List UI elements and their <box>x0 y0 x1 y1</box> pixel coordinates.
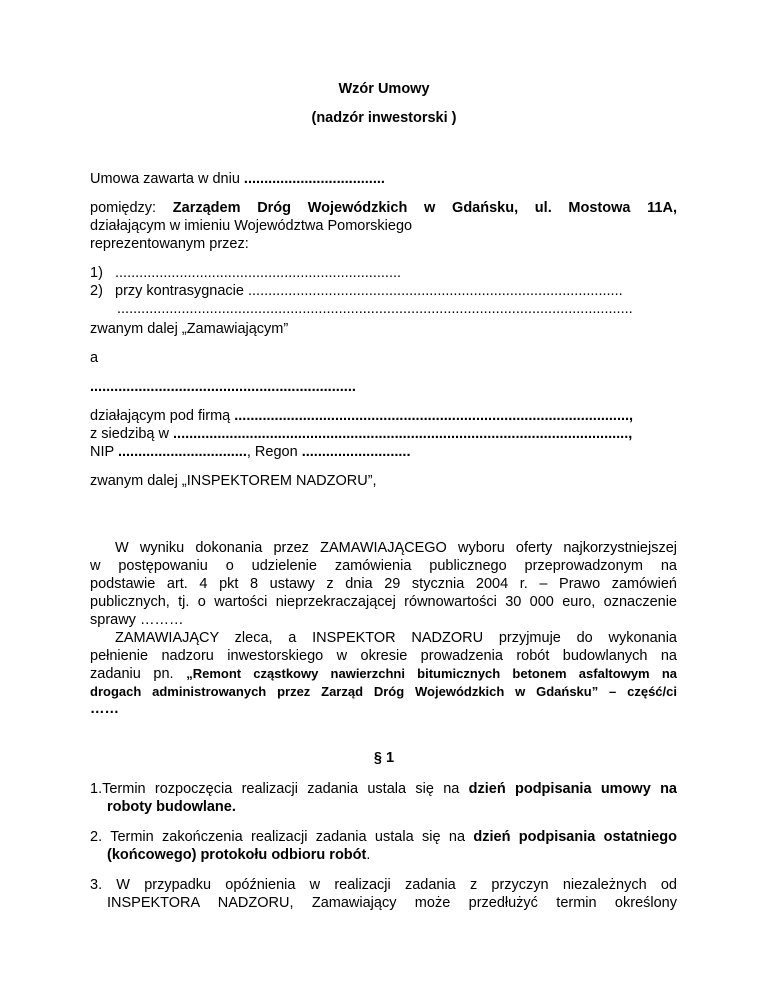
para1-line2: w postępowaniu o udzielenie zamówienia publicznego przeprowadzonym na <box>90 558 677 574</box>
nip-regon-line: NIP ................................, Regon ........................... <box>90 444 411 460</box>
contract-date-line: Umowa zawarta w dniu ................................... <box>90 171 385 187</box>
point2-line2: (końcowego) protokołu odbioru robót. <box>107 847 371 863</box>
firm-line: działającym pod firmą .................................................................................................., <box>90 408 634 424</box>
zamawiajacy-label: zwanym dalej „Zamawiającym” <box>90 321 289 337</box>
para1-line1: W wyniku dokonania przez ZAMAWIAJĄCEGO wyboru oferty najkorzystniejszej <box>115 540 677 556</box>
document-subtitle: (nadzór inwestorski ) <box>311 110 457 126</box>
acting-line: działającym w imieniu Województwa Pomorskiego <box>90 218 413 234</box>
section-heading: § 1 <box>373 750 395 766</box>
point1-line2: roboty budowlane. <box>107 799 236 815</box>
para1-line5: sprawy ……… <box>90 612 184 628</box>
para2-line2: pełnienie nadzoru inwestorskiego w okresie prowadzenia robót budowlanych na <box>90 648 677 664</box>
point3-line1: 3. W przypadku opóźnienia w realizacji zadania z przyczyn niezależnych od <box>90 877 677 893</box>
para2-line4: drogach administrowanych przez Zarząd Dróg Wojewódzkich w Gdańsku” – część/ci <box>90 684 677 699</box>
between-line: pomiędzy: Zarządem Dróg Wojewódzkich w Gdańsku, ul. Mostowa 11A, <box>90 200 677 216</box>
para1-line3: podstawie art. 4 pkt 8 ustawy z dnia 29 stycznia 2004 r. – Prawo zamówień <box>90 576 677 592</box>
para1-line4: publicznych, tj. o wartości nieprzekraczającej równowartości 30 000 euro, oznaczenie <box>90 594 677 610</box>
para2-line5: …… <box>90 701 119 717</box>
point2-line1: 2. Termin zakończenia realizacji zadania ustala się na dzień podpisania ostatniego <box>90 829 677 845</box>
para2-line1: ZAMAWIAJĄCY zleca, a INSPEKTOR NADZORU przyjmuje do wykonania <box>115 630 677 646</box>
and-label: a <box>90 350 99 366</box>
document-title: Wzór Umowy <box>338 81 430 97</box>
rep-2: 2) przy kontrasygnacie ............................................................................................. <box>90 283 623 299</box>
inspektor-label: zwanym dalej „INSPEKTOREM NADZORU”, <box>90 473 377 489</box>
contractor-dots: .................................................................. <box>90 379 356 395</box>
point3-line2: INSPEKTORA NADZORU, Zamawiający może przedłużyć termin określony <box>107 895 677 911</box>
para2-line3: zadaniu pn. „Remont cząstkowy nawierzchni bitumicznych betonem asfaltowym na <box>90 666 677 682</box>
represented-line: reprezentowanym przez: <box>90 236 249 252</box>
rep-2-continued: ................................................................................................................................ <box>117 301 633 317</box>
point1-line1: 1.Termin rozpoczęcia realizacji zadania ustala się na dzień podpisania umowy na <box>90 781 677 797</box>
rep-1: 1) ....................................................................... <box>90 265 402 281</box>
seat-line: z siedzibą w ................................................................................................................., <box>90 426 633 442</box>
